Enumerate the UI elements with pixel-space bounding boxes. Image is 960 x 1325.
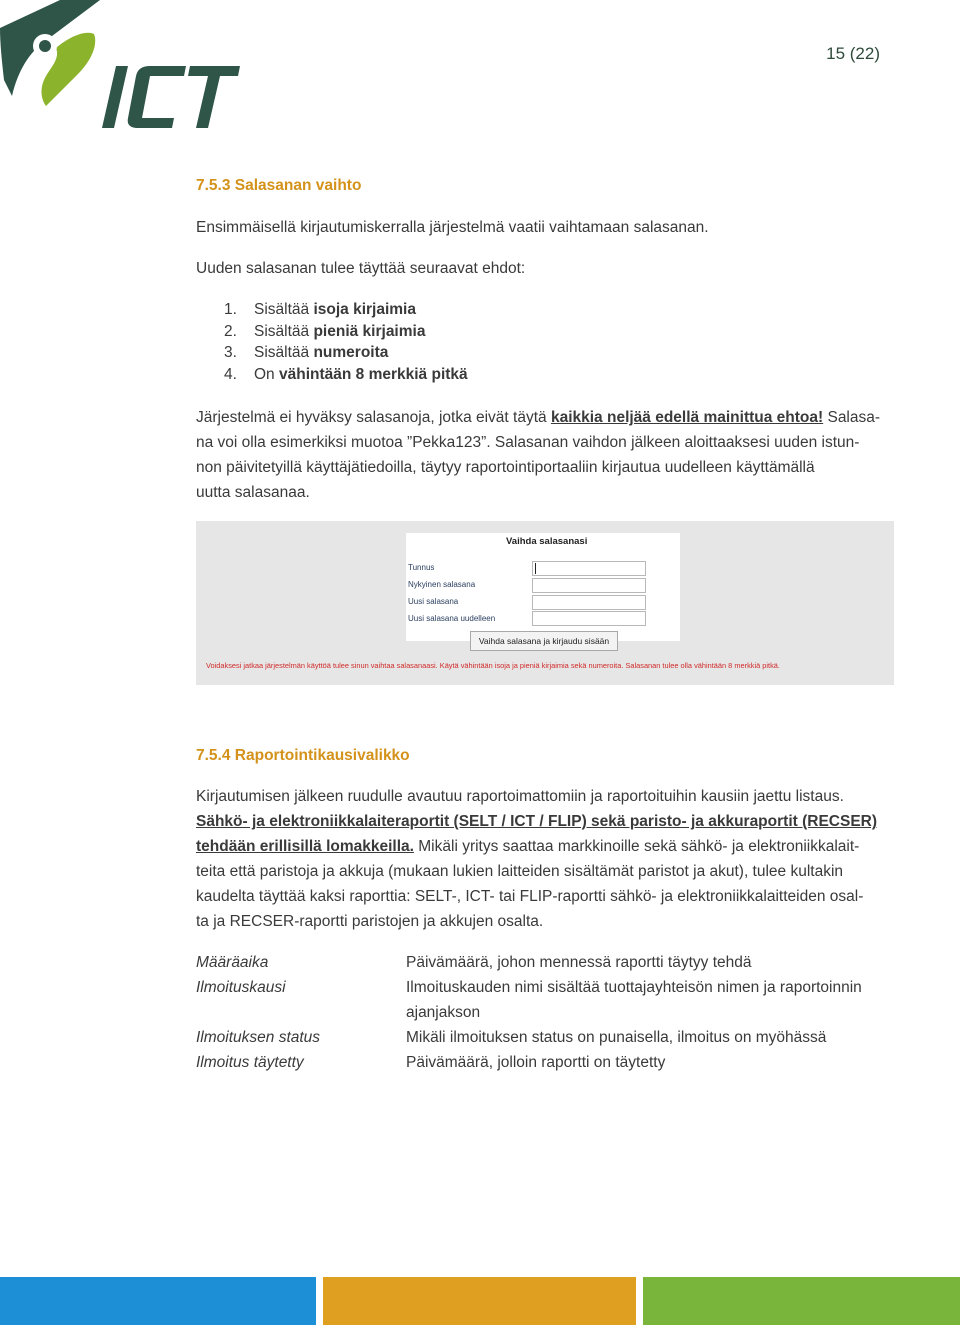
paragraph-password-rules — [196, 405, 880, 505]
field-label-current-password: Nykyinen salasana — [408, 580, 476, 589]
emphasis-text: tehdään erillisillä lomakkeilla. — [196, 838, 414, 855]
paragraph-line: na voi olla esimerkiksi muotoa ”Pekka123”. Salasanan vaihdon jälkeen aloittaaksesi uuden istun- — [196, 434, 860, 451]
definition-row — [196, 1050, 916, 1075]
list-bold: vähintään 8 merkkiä pitkä — [278, 366, 468, 384]
heading-text: Salasanan vaihto — [234, 177, 362, 194]
form-title: Vaihda salasanasi — [506, 536, 588, 547]
paragraph-line: ta ja RECSER-raportti paristojen ja akkujen osalta. — [196, 913, 544, 930]
footer-bar-green — [643, 1277, 960, 1325]
definition-desc: Päivämäärä, jolloin raportti on täytetty — [406, 1054, 666, 1071]
list-item — [224, 364, 468, 386]
password-change-form — [406, 533, 680, 646]
paragraph-conditions: Uuden salasanan tulee täyttää seuraavat ehdot: — [196, 260, 526, 277]
field-label-new-password-again: Uusi salasana uudelleen — [408, 614, 496, 623]
paragraph-line — [196, 405, 880, 430]
paragraph-report-periods — [196, 784, 877, 934]
text-run: Mikäli yritys saattaa markkinoille sekä sähkö- ja elektroniikkalait- — [413, 838, 860, 855]
definition-desc: Päivämäärä, johon mennessä raportti täytyy tehdä — [406, 954, 752, 971]
definition-row — [196, 1025, 916, 1050]
username-input[interactable] — [532, 561, 646, 576]
paragraph-intro: Ensimmäisellä kirjautumiskerralla järjestelmä vaatii vaihtamaan salasanan. — [196, 219, 709, 236]
emphasis-text: kaikkia neljää edellä mainittua ehtoa! — [550, 409, 824, 426]
text-run: Salasa- — [823, 409, 881, 426]
emphasis-line: Sähkö- ja elektroniikkalaiteraportit (SELT / ICT / FLIP) sekä paristo- ja akkuraportit (RECSER) — [196, 813, 878, 830]
definition-term: Ilmoituskausi — [196, 979, 286, 996]
list-text: Sisältää — [254, 322, 314, 340]
list-item — [224, 299, 468, 321]
new-password-again-input[interactable] — [532, 611, 646, 626]
list-bold: numeroita — [313, 344, 389, 362]
list-number: 2. — [224, 322, 237, 340]
list-text: Sisältää — [254, 344, 314, 362]
definition-row — [196, 950, 916, 975]
definition-list — [196, 950, 916, 1075]
paragraph-line — [196, 834, 877, 859]
list-item — [224, 321, 468, 343]
list-bold: pieniä kirjaimia — [313, 322, 426, 340]
list-number: 1. — [224, 301, 237, 318]
field-label-new-password: Uusi salasana — [408, 597, 459, 606]
text-caret — [535, 563, 536, 574]
current-password-input[interactable] — [532, 578, 646, 593]
password-warning-message: Voidaksesi jatkaa järjestelmän käyttöä tulee sinun vaihtaa salasanaasi. Käytä vähintään isoja ja pieniä kirjaimia sekä numeroita. Salasanan tulee olla vähintään 8 merkkiä pitkä. — [206, 661, 780, 670]
definition-row — [196, 975, 916, 1025]
paragraph-line: Kirjautumisen jälkeen ruudulle avautuu raportoimattomiin ja raportoituihin kausiin jaettu listaus. — [196, 788, 844, 805]
list-number: 4. — [224, 366, 237, 384]
definition-term: Ilmoitus täytetty — [196, 1054, 304, 1071]
paragraph-line: non päivitetyillä käyttäjätiedoilla, täytyy raportointiportaaliin kirjautua uudelleen käyttämällä — [196, 459, 815, 476]
definition-desc-cont: ajanjakson — [406, 1004, 481, 1021]
definition-desc: Ilmoituskauden nimi sisältää tuottajayhteisön nimen ja raportoinnin — [406, 979, 862, 996]
heading-number: 7.5.3 — [196, 177, 231, 194]
paragraph-line: uutta salasanaa. — [196, 484, 310, 501]
heading-text: Raportointikausivalikko — [234, 747, 410, 764]
change-password-login-button[interactable]: Vaihda salasana ja kirjaudu sisään — [470, 631, 618, 651]
password-change-screenshot — [196, 521, 894, 685]
page-number: 15 (22) — [826, 44, 880, 63]
field-label-username: Tunnus — [408, 563, 435, 572]
paragraph-line: teita että paristoja ja akkuja (mukaan lukien laitteiden sisältämät paristot ja akut), tulee kultakin — [196, 863, 844, 880]
footer-bar-orange — [323, 1277, 636, 1325]
definition-term: Määräaika — [196, 954, 269, 971]
list-text: Sisältää — [254, 301, 314, 318]
list-bold: isoja kirjaimia — [313, 301, 416, 318]
definition-desc: Mikäli ilmoituksen status on punaisella, ilmoitus on myöhässä — [406, 1029, 827, 1046]
conditions-list — [224, 299, 468, 386]
definition-term: Ilmoituksen status — [196, 1029, 321, 1046]
list-item — [224, 342, 468, 364]
section-heading-754 — [196, 747, 410, 765]
new-password-input[interactable] — [532, 595, 646, 610]
text-run: Järjestelmä ei hyväksy salasanoja, jotka eivät täytä — [196, 409, 551, 426]
heading-number: 7.5.4 — [196, 747, 231, 764]
list-number: 3. — [224, 344, 237, 362]
ict-logo — [0, 0, 250, 135]
list-text: On — [254, 366, 279, 384]
section-heading-753 — [196, 177, 361, 195]
footer-bar-blue — [0, 1277, 316, 1325]
paragraph-line: kaudelta täyttää kaksi raporttia: SELT-, ICT- tai FLIP-raportti sähkö- ja elektroniikkalaitteiden osal- — [196, 888, 864, 905]
